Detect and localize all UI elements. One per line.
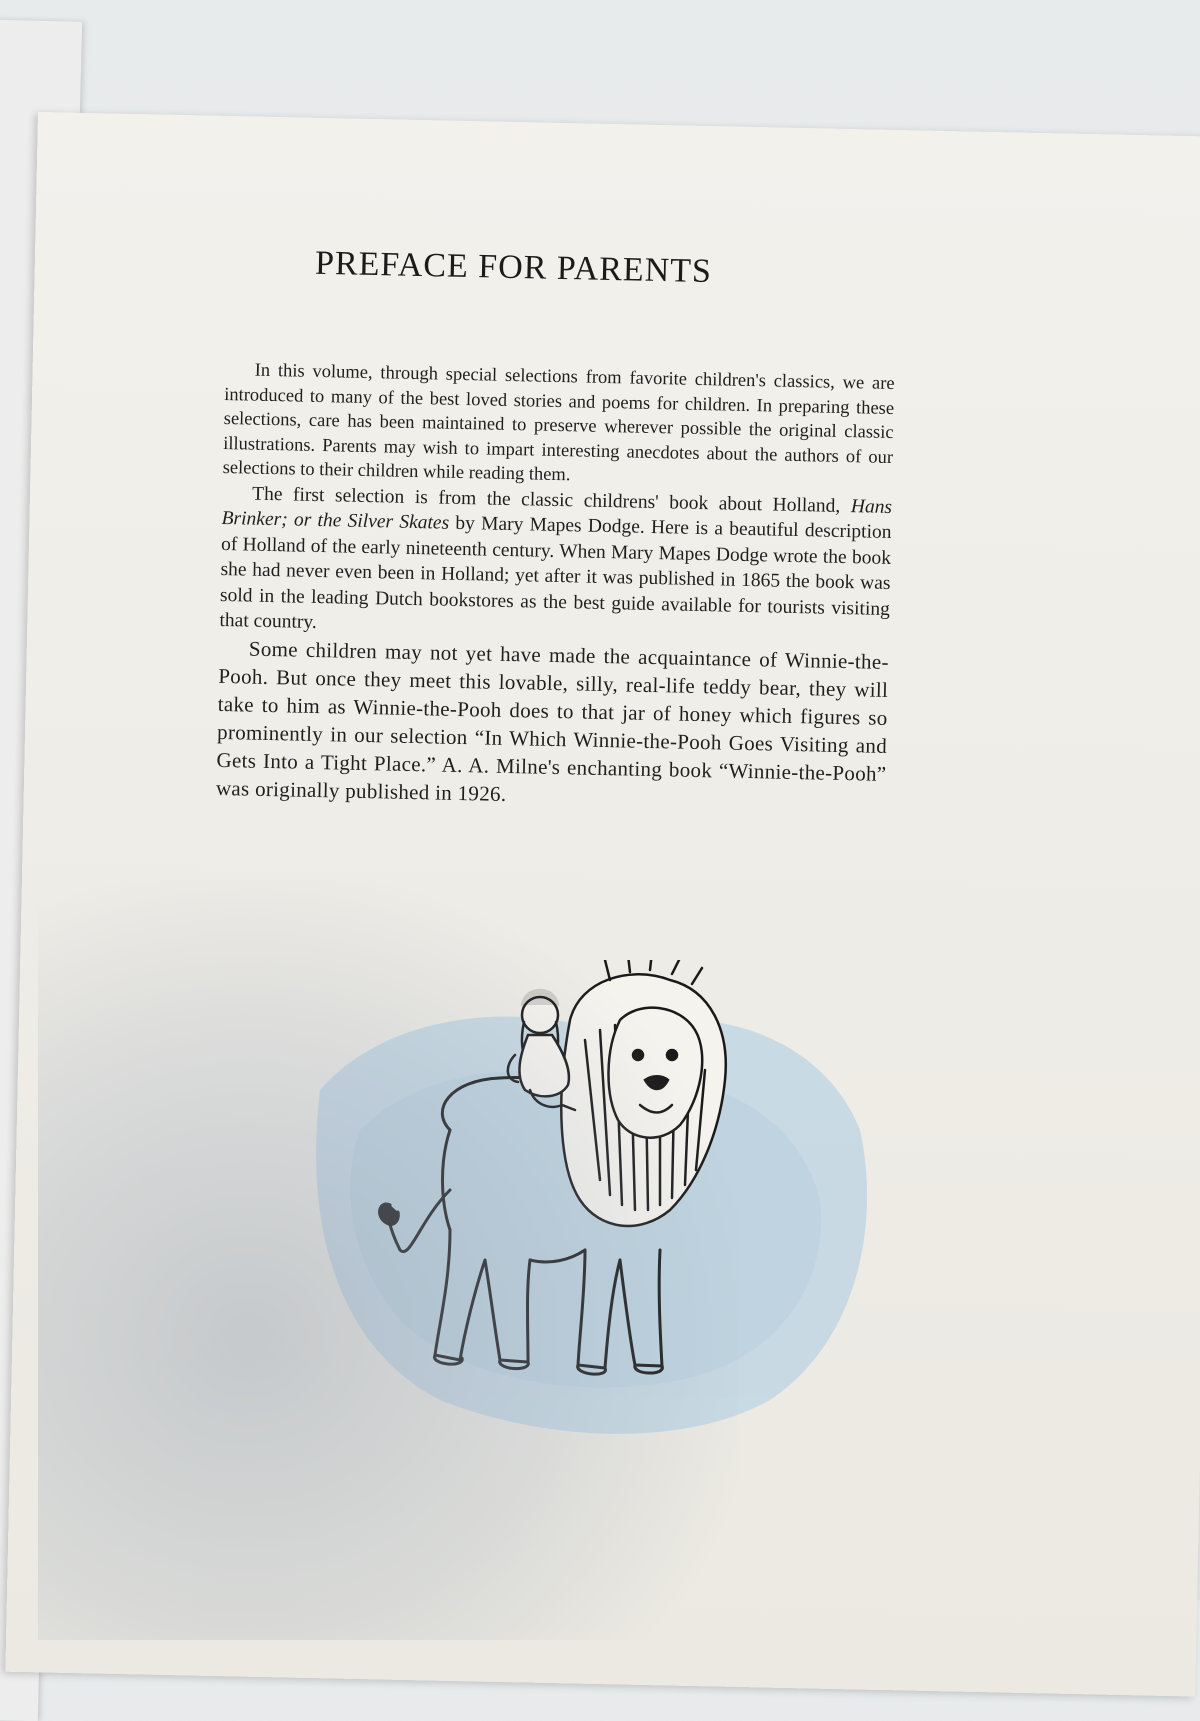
paragraph-3: Some children may not yet have made the acquaintance of Winnie-the-Pooh. But once they meet this lovable, silly, real-life teddy bear, they will take to him as Winnie-the-Pooh does to that jar of honey which figures so prominently in our selection “In Which Winnie-the-Pooh Goes Visiting and Gets Into a Tight Place.” A. A. Milne's enchanting book “Winnie-the-Pooh” was originally published in 1926. bbox=[215, 636, 890, 806]
paragraph-2 bbox=[219, 480, 892, 647]
paragraph-2-rest: by Mary Mapes Dodge. Here is a beautiful description of Holland of the early nineteenth century. When Mary Mapes Dodge wrote the book she had never even been in Holland; yet after it was published in 1865 the book was sold in the leading Dutch bookstores as the best guide available for tourists visiting that country. bbox=[219, 512, 892, 633]
paragraph-1: In this volume, through special selections from favorite children's classics, we are introduced to many of the best loved stories and poems for children. In preparing these selections, care has been maintained to preserve wherever possible the original classic illustrations. Parents may wish to impart interesting anecdotes about the authors of our selections to their children while reading them. bbox=[222, 360, 895, 486]
book-title-hans-brinker: Hans Brinker; or the Silver Skates bbox=[221, 495, 893, 534]
paragraph-2-lead: The first selection is from the classic childrens' book about Holland, bbox=[251, 483, 852, 517]
cowardly-lion-with-dorothy-illustration bbox=[300, 960, 880, 1460]
page-title: PREFACE FOR PARENTS bbox=[314, 244, 713, 291]
preface-body bbox=[216, 358, 895, 815]
